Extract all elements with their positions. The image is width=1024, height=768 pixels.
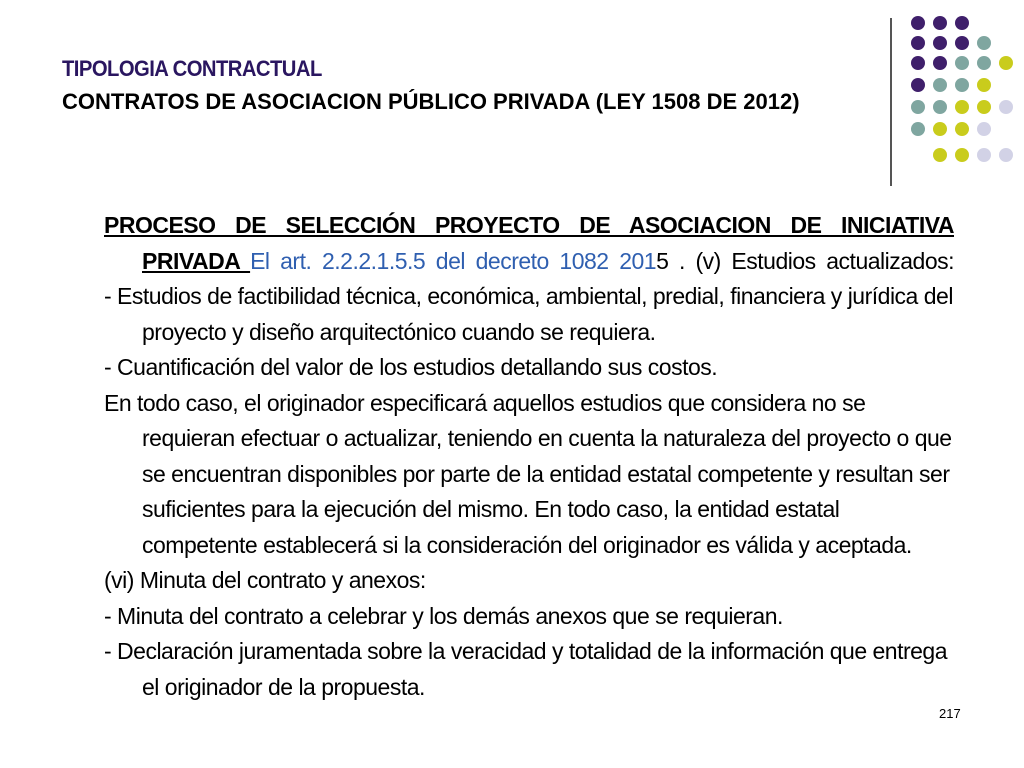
decorative-dot bbox=[911, 122, 925, 136]
decorative-dot bbox=[955, 100, 969, 114]
decorative-dot bbox=[999, 148, 1013, 162]
decree-reference: El art. 2.2.2.1.5.5 del decreto 1082 201 bbox=[250, 247, 657, 274]
slide-subtitle: CONTRATOS DE ASOCIACION PÚBLICO PRIVADA (LEY 1508 DE 2012) bbox=[62, 89, 800, 114]
decorative-dot bbox=[955, 122, 969, 136]
decorative-dot bbox=[911, 16, 925, 30]
decorative-dot bbox=[977, 56, 991, 70]
decorative-dot bbox=[955, 16, 969, 30]
vertical-divider bbox=[890, 18, 892, 186]
decorative-dot bbox=[955, 36, 969, 50]
paragraph-6: - Declaración juramentada sobre la veracidad y totalidad de la información que entrega el originador de la propuesta. bbox=[104, 638, 948, 700]
decorative-dot bbox=[977, 148, 991, 162]
paragraph-2: - Cuantificación del valor de los estudios detallando sus costos. bbox=[104, 354, 718, 380]
paragraph-4: (vi) Minuta del contrato y anexos: bbox=[104, 567, 426, 593]
decorative-dot bbox=[955, 148, 969, 162]
decorative-dot bbox=[911, 78, 925, 92]
decorative-dot bbox=[977, 78, 991, 92]
decorative-dot bbox=[933, 56, 947, 70]
decorative-dot bbox=[911, 36, 925, 50]
decorative-dot bbox=[933, 16, 947, 30]
decorative-dot bbox=[955, 78, 969, 92]
decorative-dot bbox=[933, 148, 947, 162]
decorative-dot bbox=[999, 100, 1013, 114]
paragraph-1: - Estudios de factibilidad técnica, económica, ambiental, predial, financiera y jurídica del proyecto y diseño arquitectónico cuando se requiera. bbox=[104, 283, 953, 345]
decorative-dot bbox=[977, 36, 991, 50]
decorative-dot bbox=[977, 100, 991, 114]
slide-title: TIPOLOGIA CONTRACTUAL bbox=[62, 56, 322, 81]
decorative-dot bbox=[911, 56, 925, 70]
slide-body bbox=[104, 208, 954, 705]
decorative-dot bbox=[977, 122, 991, 136]
page-number: 217 bbox=[939, 706, 961, 721]
decorative-dot bbox=[911, 100, 925, 114]
title-block bbox=[62, 56, 862, 118]
section-heading bbox=[104, 208, 954, 279]
heading-rest: 5 . (v) Estudios actualizados: bbox=[656, 247, 955, 274]
decorative-dot bbox=[933, 36, 947, 50]
paragraph-3: En todo caso, el originador especificará aquellos estudios que considera no se requieran efectuar o actualizar, teniendo en cuenta la naturaleza del proyecto o que se encuentran disponibles por parte de la entidad estatal competente y resultan ser suficientes para la ejecución del mismo. En todo caso, la entidad estatal competente establecerá si la consideración del originador es válida y aceptada. bbox=[104, 389, 952, 558]
heading-underlined: PROCESO DE SELECCIÓN PROYECTO DE ASOCIACION DE INICIATIVA PRIVADA bbox=[104, 212, 954, 274]
paragraph-5: - Minuta del contrato a celebrar y los demás anexos que se requieran. bbox=[104, 602, 783, 629]
decorative-dot bbox=[933, 100, 947, 114]
decorative-dot bbox=[955, 56, 969, 70]
decorative-dot bbox=[933, 122, 947, 136]
decorative-dot bbox=[933, 78, 947, 92]
decorative-dot bbox=[999, 56, 1013, 70]
